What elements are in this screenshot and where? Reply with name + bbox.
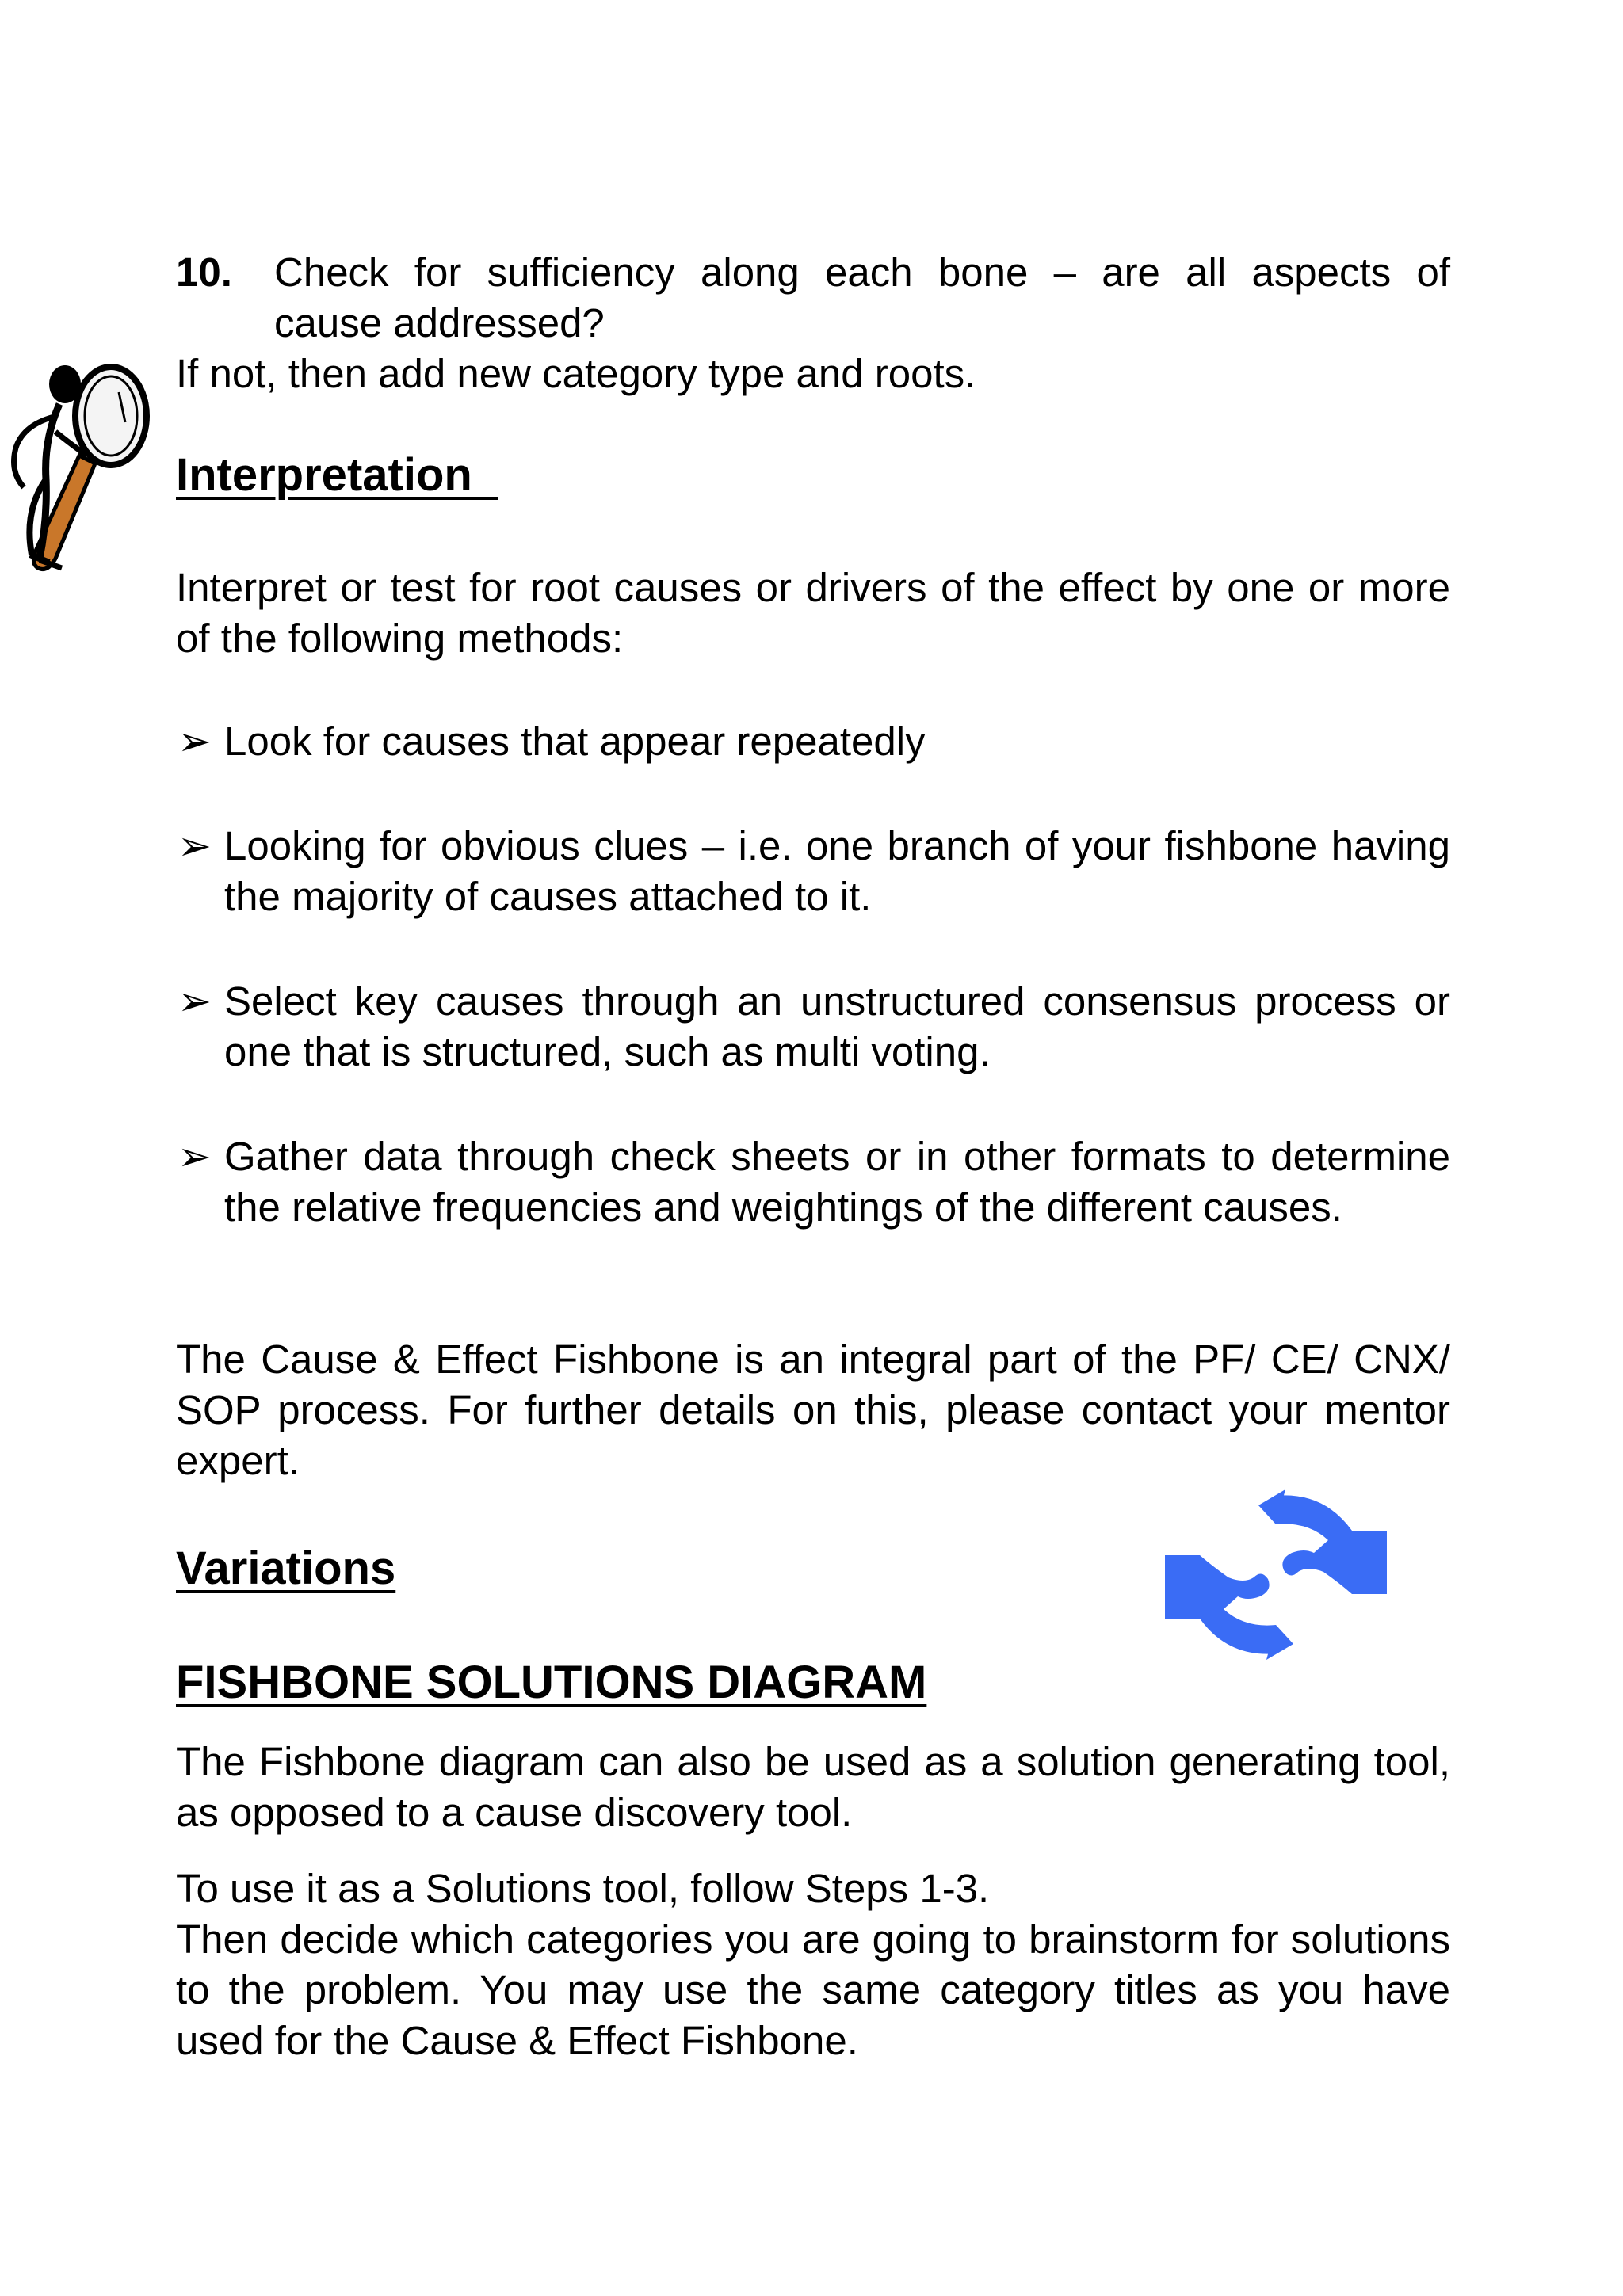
variations-heading: Variations: [176, 1543, 396, 1594]
step-number: 10.: [176, 250, 232, 295]
bullet-item: [176, 1131, 1450, 1233]
bullet-text: Select key causes through an unstructured consensus process or one that is structured, such as multi voting.: [224, 978, 1450, 1074]
bullet-text: Looking for obvious clues – i.e. one branch of your fishbone having the majority of causes attached to it.: [224, 823, 1450, 919]
handshake-icon: [1165, 1489, 1387, 1660]
interpretation-closing: The Cause & Effect Fishbone is an integral part of the PF/ CE/ CNX/ SOP process. For further details on this, please contact your mentor expert.: [176, 1337, 1450, 1483]
bullet-item: [176, 716, 1450, 767]
arrow-bullet-icon: ➢: [178, 1134, 212, 1179]
bullet-item: [176, 821, 1450, 922]
step-10: [176, 247, 1450, 349]
solutions-paragraph-1: The Fishbone diagram can also be used as a solution generating tool, as opposed to a cause discovery tool.: [176, 1739, 1450, 1835]
solutions-paragraph-2-rest: Then decide which categories you are going to brainstorm for solutions to the problem. You may use the same category titles as you have used for the Cause & Effect Fishbone.: [176, 1917, 1450, 2063]
bullet-text: Gather data through check sheets or in other formats to determine the relative frequencies and weightings of the different causes.: [224, 1134, 1450, 1230]
arrow-bullet-icon: ➢: [178, 823, 212, 868]
arrow-bullet-icon: ➢: [178, 978, 212, 1024]
step-10-line-2: cause addressed?: [274, 300, 605, 345]
interpretation-heading: Interpretation: [176, 449, 498, 501]
solutions-paragraph-2-line-1: To use it as a Solutions tool, follow Steps 1-3.: [176, 1866, 990, 1911]
step-10-line-1: Check for sufficiency along each bone – are all aspects of: [274, 250, 1450, 295]
magnifying-glass-figure-icon: [0, 360, 158, 581]
interpretation-intro: Interpret or test for root causes or drivers of the effect by one or more of the following methods:: [176, 565, 1450, 661]
bullet-text: Look for causes that appear repeatedly: [224, 719, 926, 764]
bullet-item: [176, 976, 1450, 1077]
arrow-bullet-icon: ➢: [178, 719, 212, 764]
solutions-heading: FISHBONE SOLUTIONS DIAGRAM: [176, 1657, 927, 1708]
step-10-followup: If not, then add new category type and roots.: [176, 351, 976, 396]
